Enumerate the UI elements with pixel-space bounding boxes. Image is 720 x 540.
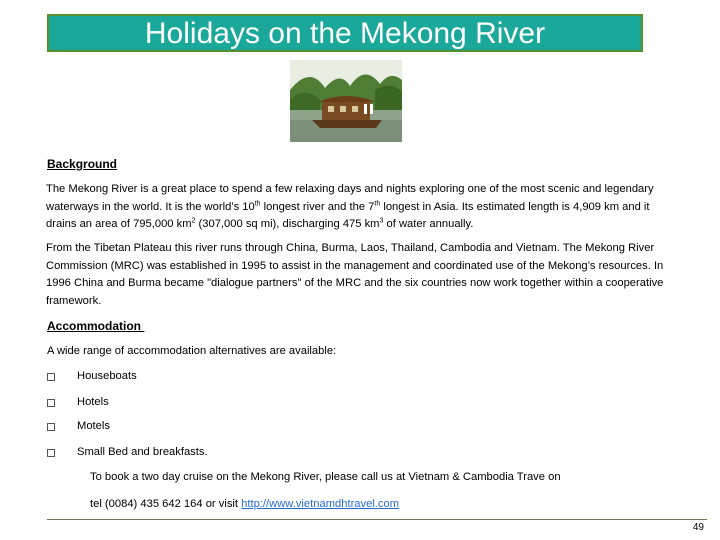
bullet-box-icon xyxy=(47,399,55,407)
footer-divider xyxy=(47,519,707,520)
list-item: Motels xyxy=(47,420,347,436)
accommodation-intro: A wide range of accommodation alternatives are available: xyxy=(47,345,337,357)
website-link[interactable]: http://www.vietnamdhtravel.com xyxy=(241,498,400,510)
accommodation-heading: Accommodation xyxy=(47,319,145,333)
bullet-box-icon xyxy=(47,449,55,457)
list-item: Houseboats xyxy=(47,370,347,386)
list-item: Hotels xyxy=(47,396,347,412)
booking-line-2: tel (0084) 435 642 164 or visit http://www.vietnamdhtravel.com xyxy=(90,498,400,510)
mekong-houseboat-image xyxy=(290,60,402,142)
page-number: 49 xyxy=(692,522,704,533)
list-item: Small Bed and breakfasts. xyxy=(47,446,347,462)
background-heading: Background xyxy=(47,157,118,171)
background-paragraph-1: The Mekong River is a great place to spend a few relaxing days and nights exploring one of the most scenic and legendary waterways in the world. It is the world’s 10th longest river and the 7th longest in Asia. Its estimated length is 4,909 km and it drains an area of 795,000 $km^2$ (307,000 sq mi), discharging 475 $km^3$ of water annually. xyxy=(46,183,654,230)
background-paragraph-2: From the Tibetan Plateau this river runs through China, Burma, Laos, Thailand, Cambodia and Vietnam. The Mekong River Commission (MRC) was established in 1995 to assist in the management and coordinated use of the Mekong’s resources. In 1996 China and Burma became "dialogue partners" of the MRC and the six countries now work together within a cooperative framework. xyxy=(46,242,664,307)
bullet-box-icon xyxy=(47,423,55,431)
booking-line-1: To book a two day cruise on the Mekong River, please call us at Vietnam & Cambodia Trave on xyxy=(90,471,561,483)
page-title: Holidays on the Mekong River xyxy=(47,14,643,52)
bullet-box-icon xyxy=(47,373,55,381)
